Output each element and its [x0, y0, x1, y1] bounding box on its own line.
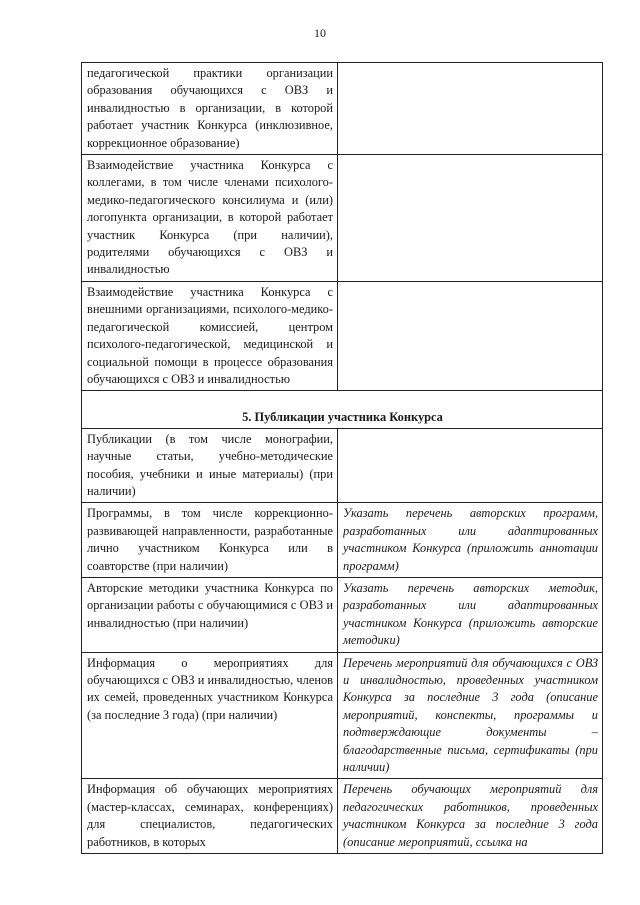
cell-right [338, 63, 603, 155]
table-row [82, 155, 603, 282]
cell-right [338, 155, 603, 282]
cell-left: Информация об обучающих мероприятиях (мастер-классах, семинарах, конференциях) для специалистов, педагогических работников, в которых [82, 779, 338, 854]
table-row [82, 63, 603, 155]
table-row [82, 503, 603, 578]
table-row [82, 652, 603, 779]
cell-right: Указать перечень авторских программ, разработанных или адаптированных участником Конкурса (приложить аннотации программ) [338, 503, 603, 578]
table-row [82, 281, 603, 390]
cell-left: педагогической практики организации образования обучающихся с ОВЗ и инвалидностью в организации, в которой работает участник Конкурса (инклюзивное, коррекционное образование) [82, 63, 338, 155]
cell-left: Программы, в том числе коррекционно-развивающей направленности, разработанные лично участником Конкурса или в соавторстве (при наличии) [82, 503, 338, 578]
table-row [82, 779, 603, 854]
cell-left: Публикации (в том числе монографии, научные статьи, учебно-методические пособия, учебники и иные материалы) (при наличии) [82, 428, 338, 503]
table-row [82, 577, 603, 652]
cell-left: Взаимодействие участника Конкурса с внешними организациями, психолого-медико-педагогической комиссией, центром психолого-педагогической, медицинской и социальной помощи в процессе образования обучающихся с ОВЗ и инвалидностью [82, 281, 338, 390]
cell-left: Взаимодействие участника Конкурса с коллегами, в том числе членами психолого-медико-педагогического консилиума и (или) логопункта организации, в которой работает участник Конкурса (при наличии), родителями обучающихся с ОВЗ и инвалидностью [82, 155, 338, 282]
cell-right: Перечень обучающих мероприятий для педагогических работников, проведенных участником Конкурса за последние 3 года (описание мероприятий, ссылка на [338, 779, 603, 854]
document-table [81, 62, 603, 854]
cell-left: Авторские методики участника Конкурса по организации работы с обучающимися с ОВЗ и инвалидностью (при наличии) [82, 577, 338, 652]
page-number: 10 [314, 26, 326, 40]
section-row [82, 391, 603, 428]
section-title: 5. Публикации участника Конкурса [82, 391, 603, 428]
cell-left: Информация о мероприятиях для обучающихся с ОВЗ и инвалидностью, членов их семей, проведенных участником Конкурса (за последние 3 года) (при наличии) [82, 652, 338, 779]
cell-right: Перечень мероприятий для обучающихся с ОВЗ и инвалидностью, проведенных участником Конкурса за последние 3 года (описание мероприятий, конспекты, программы и подтверждающие документы – благодарственные письма, сертификаты (при наличии) [338, 652, 603, 779]
cell-right [338, 281, 603, 390]
cell-right [338, 428, 603, 503]
table-row [82, 428, 603, 503]
cell-right: Указать перечень авторских методик, разработанных или адаптированных участником Конкурса (приложить авторские методики) [338, 577, 603, 652]
